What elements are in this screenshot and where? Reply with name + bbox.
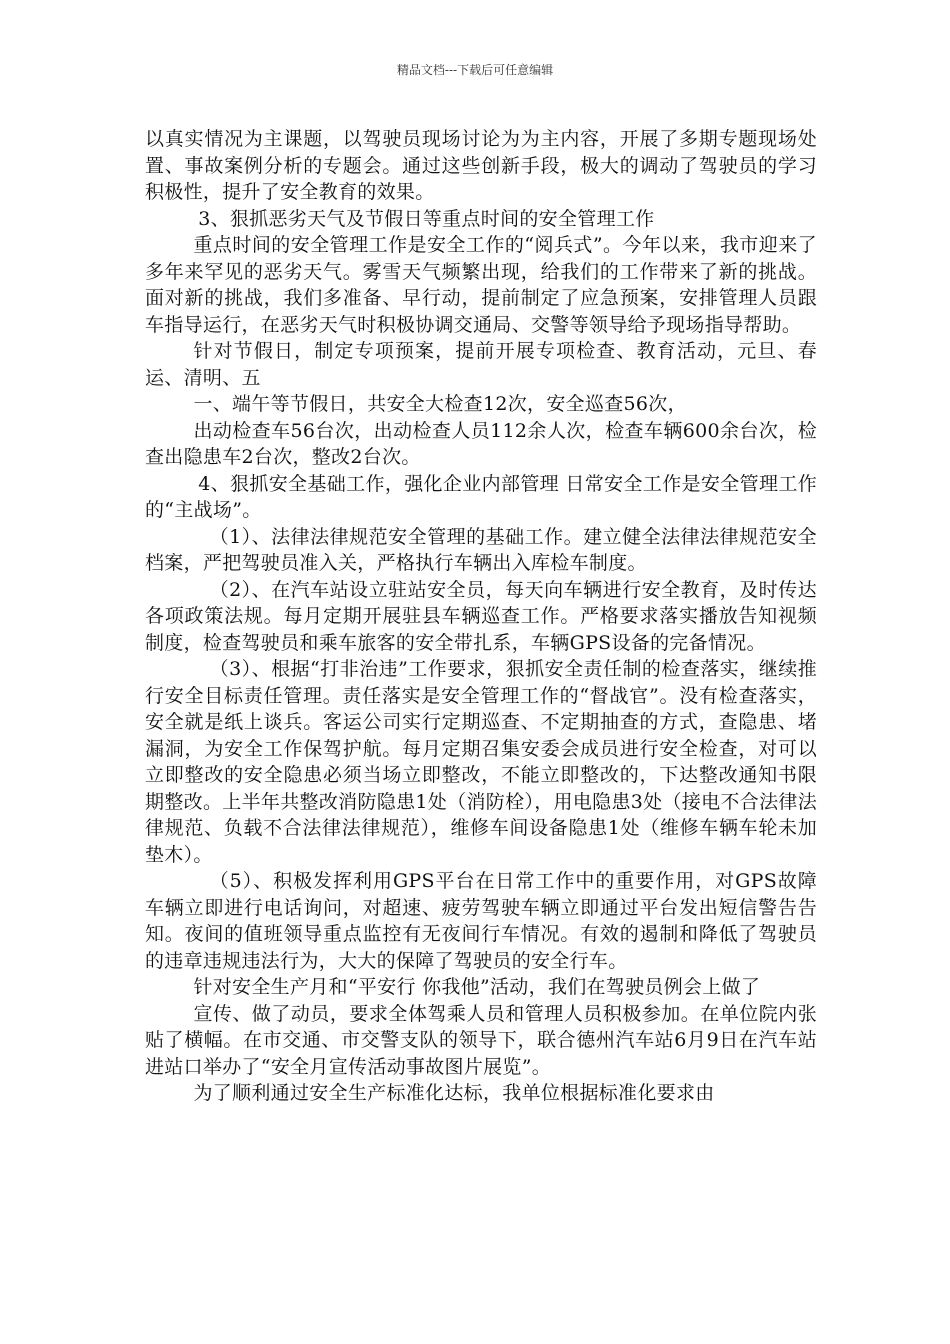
paragraph: 针对节假日，制定专项预案，提前开展专项检查、教育活动，元旦、春运、清明、五	[145, 340, 817, 389]
section-heading: 4、狠抓安全基础工作，强化企业内部管理 日常安全工作是安全管理工作的“主战场”。	[145, 472, 817, 521]
paragraph: 针对安全生产月和“平安行 你我他”活动，我们在驾驶员例会上做了	[193, 976, 761, 998]
paragraph: 宣传、做了动员，要求全体驾乘人员和管理人员积极参加。在单位院内张贴了横幅。在市交通、市交警支队的领导下，联合德州汽车站6月9日在汽车站进站口举办了“安全月宣传活动事故图片展览”。	[145, 1002, 817, 1078]
page-header: 精品文档---下载后可任意编辑	[396, 63, 554, 77]
paragraph: 出动检查车56台次，出动检查人员112余人次，检查车辆600余台次，检查出隐患车2台次，整改2台次。	[145, 419, 817, 468]
list-item: （3）、根据“打非治违”工作要求，狠抓安全责任制的检查落实，继续推行安全目标责任管理。责任落实是安全管理工作的“督战官”。没有检查落实，安全就是纸上谈兵。客运公司实行定期巡查、不定期抽查的方式，查隐患、堵漏洞，为安全工作保驾护航。每月定期召集安委会成员进行安全检查，对可以立即整改的安全隐患必须当场立即整改，不能立即整改的，下达整改通知书限期整改。上半年共整改消防隐患1处（消防栓），用电隐患3处（接电不合法律法律规范、负载不合法律法律规范），维修车间设备隐患1处（维修车辆车轮未加垫木）。	[145, 658, 817, 866]
paragraph: 一、端午等节假日，共安全大检查12次，安全巡查56次，	[193, 393, 687, 415]
list-item: （1）、法律法律规范安全管理的基础工作。建立健全法律法律规范安全档案，严把驾驶员准入关，严格执行车辆出入库检车制度。	[145, 525, 817, 574]
document-body	[145, 126, 817, 1107]
paragraph: 以真实情况为主课题，以驾驶员现场讨论为为主内容，开展了多期专题现场处置、事故案例分析的专题会。通过这些创新手段，极大的调动了驾驶员的学习积极性，提升了安全教育的效果。	[145, 128, 817, 203]
paragraph: 为了顺利通过安全生产标准化达标，我单位根据标准化要求由	[193, 1082, 715, 1104]
list-item: （5）、积极发挥利用GPS平台在日常工作中的重要作用，对GPS故障车辆立即进行电话询问，对超速、疲劳驾驶车辆立即通过平台发出短信警告告知。夜间的值班领导重点监控有无夜间行车情况。有效的遏制和降低了驾驶员的违章违规违法行为，大大的保障了驾驶员的安全行车。	[145, 870, 817, 972]
section-heading: 3、狠抓恶劣天气及节假日等重点时间的安全管理工作	[198, 207, 655, 230]
paragraph: 重点时间的安全管理工作是安全工作的“阅兵式”。今年以来，我市迎来了多年来罕见的恶劣天气。雾雪天气频繁出现，给我们的工作带来了新的挑战。面对新的挑战，我们多准备、早行动，提前制定了应急预案，安排管理人员跟车指导运行，在恶劣天气时积极协调交通局、交警等领导给予现场指导帮助。	[145, 234, 817, 336]
list-item: （2）、在汽车站设立驻站安全员，每天向车辆进行安全教育，及时传达各项政策法规。每月定期开展驻县车辆巡查工作。严格要求落实播放告知视频制度，检查驾驶员和乘车旅客的安全带扎系，车辆GPS设备的完备情况。	[145, 578, 817, 654]
